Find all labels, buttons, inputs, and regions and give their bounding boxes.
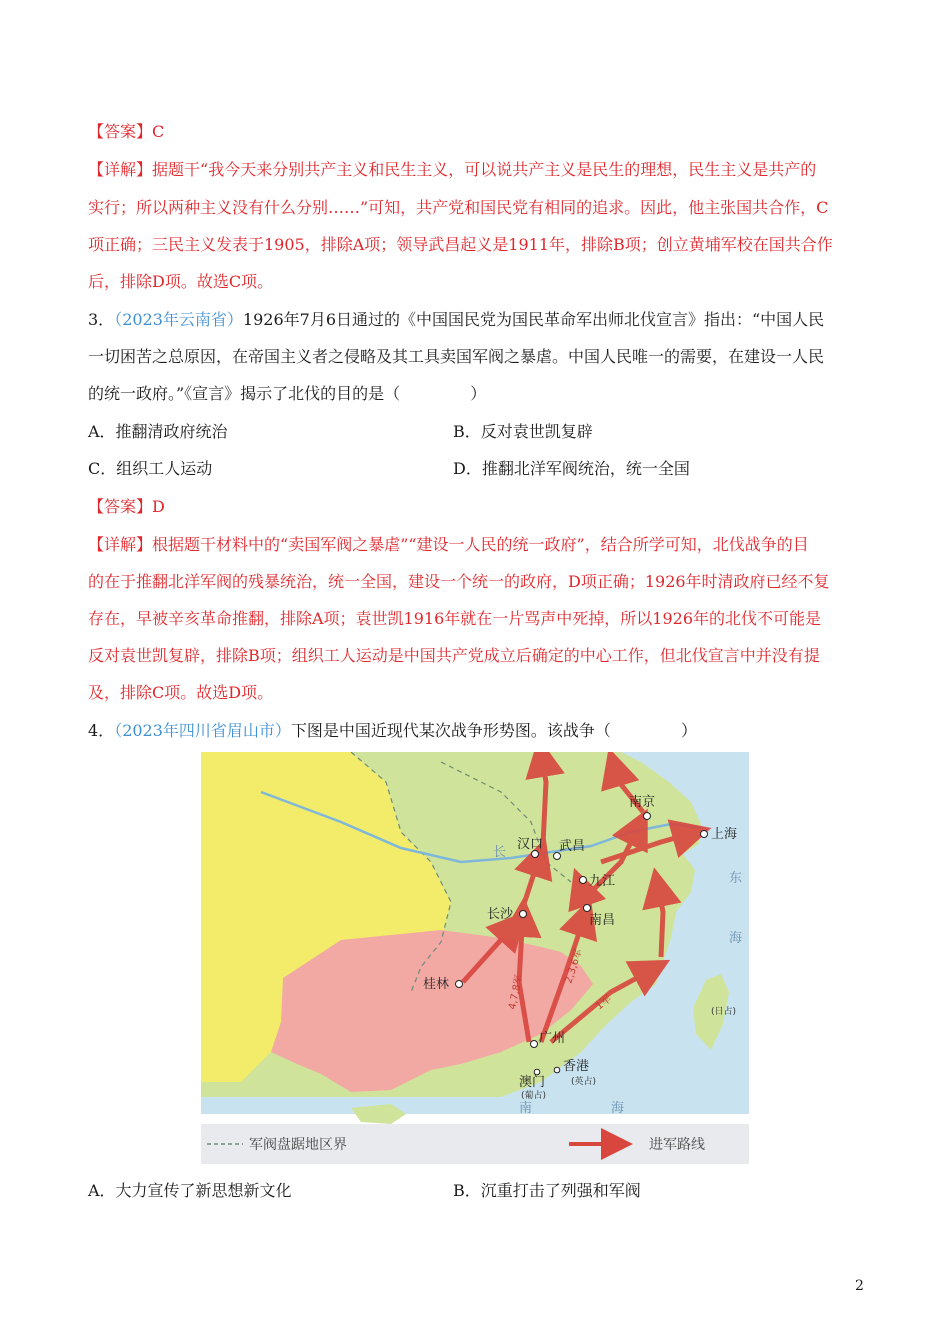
q3-detail-line-5: 及，排除C项。故选D项。 bbox=[88, 683, 274, 702]
q3-detail-line-2: 的在于推翻北洋军阀的残暴统治，统一全国，建设一个统一的政府，D项正确；1926年时清政府已经不复 bbox=[88, 572, 830, 591]
q3-stem-line-2: 一切困苦之总原因，在帝国主义者之侵略及其工具卖国军阀之暴虐。中国人民唯一的需要，在建设一人民 bbox=[88, 347, 825, 366]
q4-option-b: B．沉重打击了列强和军阀 bbox=[453, 1181, 641, 1200]
army-label-478: 4,7,8军 bbox=[507, 973, 526, 1011]
legend-boundary-label: 军阀盘踞地区界 bbox=[249, 1137, 347, 1153]
city-label-hongkong: 香港 bbox=[563, 1059, 590, 1074]
q3-option-a: A．推翻清政府统治 bbox=[88, 422, 228, 441]
q3-option-d: D．推翻北洋军阀统治，统一全国 bbox=[453, 459, 690, 478]
q2-detail-line-3: 项正确；三民主义发表于1905，排除A项；领导武昌起义是1911年，排除B项；创立黄埔军校在国共合作 bbox=[88, 235, 833, 254]
q3-answer bbox=[88, 497, 868, 517]
q2-answer-value: C bbox=[152, 122, 165, 141]
q2-detail-line-1: 【详解】据题干“我今天来分别共产主义和民生主义，可以说共产主义是民生的理想，民生主义是共产的 bbox=[88, 160, 817, 179]
q4-option-a: A．大力宣传了新思想新文化 bbox=[88, 1181, 292, 1200]
q3-detail-line-3: 存在，早被辛亥革命推翻，排除A项；袁世凯1916年就在一片骂声中死掉，所以1926年的北伐不可能是 bbox=[88, 609, 821, 628]
q3-answer-value: D bbox=[152, 497, 165, 516]
map-legend bbox=[201, 1124, 749, 1164]
taiwan-note: (日占) bbox=[711, 1007, 737, 1017]
city-dot-shanghai bbox=[701, 831, 708, 838]
city-label-macau: 澳门 bbox=[519, 1075, 546, 1090]
q3-answer-label: 【答案】 bbox=[88, 497, 153, 516]
city-label-nanchang: 南昌 bbox=[589, 913, 616, 928]
city-dot-hongkong bbox=[554, 1067, 560, 1073]
army-label-236: 2,3,6军 bbox=[563, 947, 585, 985]
east-sea-label-1: 东 bbox=[729, 871, 743, 886]
city-dot-nanchang bbox=[584, 905, 591, 912]
q2-answer bbox=[88, 122, 868, 142]
page-number: 2 bbox=[855, 1278, 864, 1294]
city-label-guilin: 桂林 bbox=[423, 977, 450, 992]
city-dot-jiujiang bbox=[580, 877, 587, 884]
q2-detail-line-2: 实行；所以两种主义没有什么分别……”可知，共产党和国民党有相同的追求。因此，他主张国共合作，C bbox=[88, 198, 829, 217]
q2-answer-label: 【答案】 bbox=[88, 122, 153, 141]
q4-source: （2023年四川省眉山市） bbox=[114, 721, 291, 740]
q3-detail-line-1: 【详解】根据题干材料中的“卖国军阀之暴虐”“建设一人民的统一政府”，结合所学可知，北伐战争的目 bbox=[88, 535, 809, 554]
q4-stem: 4．（2023年四川省眉山市）下图是中国近现代某次战争形势图。该战争（ ） bbox=[88, 721, 697, 740]
northern-expedition-map bbox=[201, 752, 749, 1164]
city-dot-guangzhou bbox=[531, 1041, 538, 1048]
city-dot-guilin bbox=[456, 981, 463, 988]
river-label: 长 bbox=[493, 845, 507, 860]
macau-note: (葡占) bbox=[521, 1091, 547, 1101]
city-label-changsha: 长沙 bbox=[487, 907, 514, 922]
city-label-guangzhou: 广州 bbox=[539, 1031, 566, 1046]
q3-option-b: B．反对袁世凯复辟 bbox=[453, 422, 593, 441]
q3-detail-label: 【详解】 bbox=[88, 535, 153, 554]
south-sea-label-2: 海 bbox=[611, 1101, 625, 1116]
q3-number: 3． bbox=[88, 310, 115, 329]
q2-detail-label: 【详解】 bbox=[88, 160, 153, 179]
q4-number: 4． bbox=[88, 721, 115, 740]
city-label-nanjing: 南京 bbox=[629, 795, 656, 810]
city-label-jiujiang: 九江 bbox=[589, 874, 616, 889]
q2-detail-line-4: 后，排除D项。故选C项。 bbox=[88, 272, 274, 291]
city-dot-changsha bbox=[520, 911, 527, 918]
city-label-hankou: 汉口 bbox=[517, 837, 544, 852]
q3-source: （2023年云南省） bbox=[114, 310, 243, 329]
south-sea-label-1: 南 bbox=[519, 1101, 533, 1116]
q3-detail-line-4: 反对袁世凯复辟，排除B项；组织工人运动是中国共产党成立后确定的中心工作，但北伐宣言中并没有提 bbox=[88, 646, 820, 665]
city-dot-macau bbox=[534, 1069, 540, 1075]
city-label-shanghai: 上海 bbox=[711, 827, 738, 842]
legend-route-label: 进军路线 bbox=[649, 1137, 705, 1153]
q3-stem-line-1: 3．（2023年云南省）1926年7月6日通过的《中国国民党为国民革命军出师北伐宣言》指出：“中国人民 bbox=[88, 310, 825, 329]
army-label-1: 1军 bbox=[594, 993, 614, 1013]
q3-option-c: C．组织工人运动 bbox=[88, 459, 213, 478]
q3-stem-line-3: 的统一政府。”《宣言》揭示了北伐的目的是（ ） bbox=[88, 384, 487, 403]
east-sea-label-2: 海 bbox=[729, 931, 743, 946]
city-dot-nanjing bbox=[644, 813, 651, 820]
hongkong-note: (英占) bbox=[571, 1077, 597, 1087]
city-label-wuchang: 武昌 bbox=[559, 839, 586, 854]
